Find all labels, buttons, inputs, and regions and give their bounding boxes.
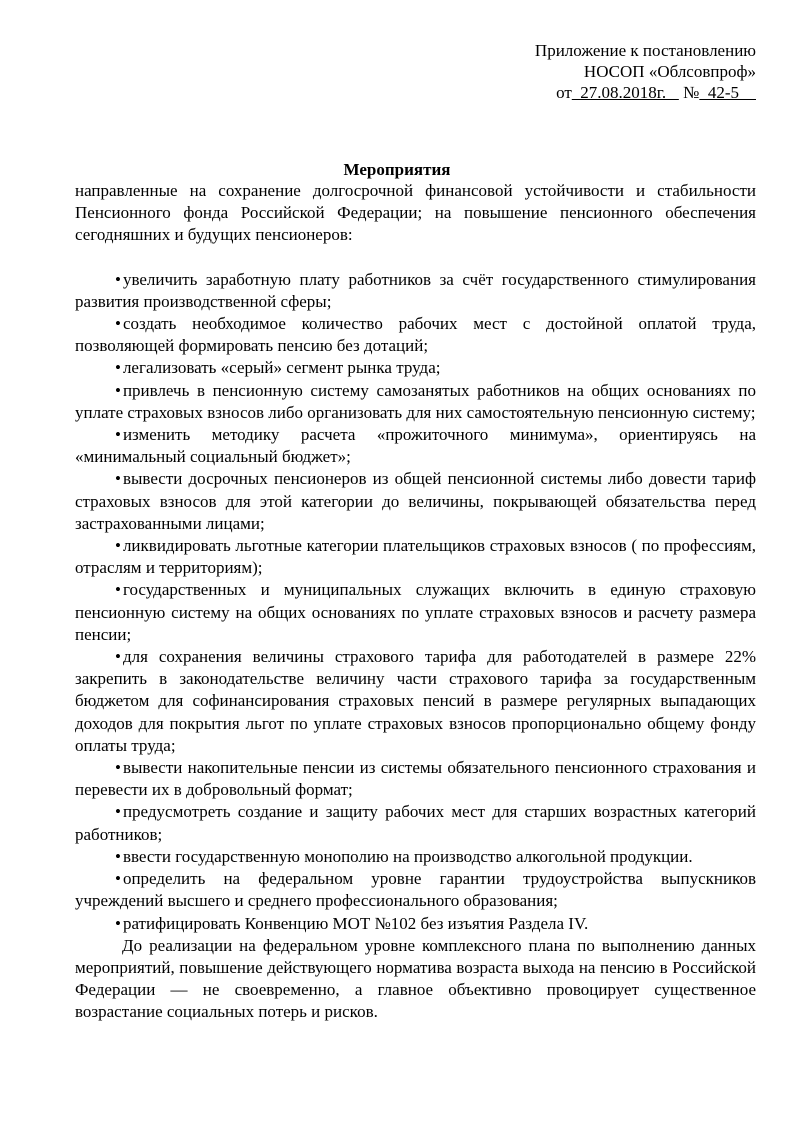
list-item-text: ликвидировать льготные категории плательщиков страховых взносов ( по профессиям, отраслям и территориям); bbox=[75, 536, 756, 578]
measures-list bbox=[75, 269, 756, 935]
number-value: 42-5 bbox=[699, 83, 756, 102]
list-item bbox=[75, 868, 756, 912]
closing-paragraph: До реализации на федеральном уровне комплексного плана по выполнению данных мероприятий, повышение действующего норматива возраста выхода на пенсию в Российской Федерации — не своевременно, а главное объективно провоцирует существенное возрастание социальных потерь и рисков. bbox=[75, 935, 756, 1022]
list-item bbox=[75, 646, 756, 757]
list-item bbox=[75, 380, 756, 424]
bullet-icon: • bbox=[115, 380, 121, 400]
list-item bbox=[75, 269, 756, 313]
bullet-icon: • bbox=[115, 647, 121, 667]
bullet-icon: • bbox=[115, 358, 121, 378]
list-item-text: изменить методику расчета «прожиточного минимума», ориентируясь на «минимальный социальный бюджет»; bbox=[75, 425, 756, 467]
date-value: 27.08.2018г. bbox=[571, 83, 679, 102]
document-title: Мероприятия bbox=[343, 160, 451, 179]
list-item bbox=[75, 424, 756, 468]
list-item-text: легализовать «серый» сегмент рынка труда; bbox=[122, 358, 441, 378]
list-item-text: для сохранения величины страхового тарифа для работодателей в размере 22% закрепить в законодательстве величину части страхового тарифа за государственным бюджетом для софинансирования страховых пенсий в размере регулярных выпадающих доходов для покрытия льгот по уплате страховых взносов пропорционально общему фонду оплаты труда; bbox=[75, 647, 756, 755]
bullet-icon: • bbox=[115, 758, 121, 778]
list-item-text: создать необходимое количество рабочих мест с достойной оплатой труда, позволяющей формировать пенсию без дотаций; bbox=[75, 314, 756, 356]
list-item bbox=[75, 801, 756, 845]
list-item-text: вывести досрочных пенсионеров из общей пенсионной системы либо довести тариф страховых взносов для этой категории до величины, покрывающей обязательства перед застрахованными лицами; bbox=[75, 469, 756, 533]
document-header bbox=[436, 40, 756, 103]
list-item-text: ратифицировать Конвенцию МОТ №102 без изъятия Раздела IV. bbox=[122, 913, 589, 933]
intro-paragraph: направленные на сохранение долгосрочной финансовой устойчивости и стабильности Пенсионного фонда Российской Федерации; на повышение пенсионного обеспечения сегодняшних и будущих пенсионеров: bbox=[75, 181, 756, 245]
bullet-icon: • bbox=[115, 846, 121, 866]
date-prefix: от bbox=[556, 83, 572, 102]
header-line-2: НОСОП «Облсовпроф» bbox=[583, 62, 756, 81]
list-item bbox=[75, 579, 756, 646]
bullet-icon: • bbox=[115, 580, 121, 600]
bullet-icon: • bbox=[115, 536, 121, 556]
bullet-icon: • bbox=[115, 425, 121, 445]
bullet-icon: • bbox=[115, 269, 121, 289]
list-item bbox=[75, 313, 756, 357]
list-item-text: ввести государственную монополию на производство алкогольной продукции. bbox=[122, 846, 693, 866]
list-item bbox=[75, 757, 756, 801]
header-line-1: Приложение к постановлению bbox=[534, 41, 756, 60]
document-body bbox=[75, 180, 756, 1024]
number-prefix: № bbox=[683, 83, 700, 102]
list-item bbox=[75, 468, 756, 535]
list-item bbox=[75, 846, 756, 868]
list-item-text: вывести накопительные пенсии из системы обязательного пенсионного страхования и перевести их в добровольный формат; bbox=[75, 758, 756, 800]
header-date-line bbox=[436, 82, 756, 103]
list-item bbox=[75, 913, 756, 935]
list-item-text: определить на федеральном уровне гарантии трудоустройства выпускников учреждений высшего и среднего профессионального образования; bbox=[75, 869, 756, 911]
bullet-icon: • bbox=[115, 913, 121, 933]
bullet-icon: • bbox=[115, 802, 121, 822]
list-item-text: предусмотреть создание и защиту рабочих мест для старших возрастных категорий работников; bbox=[75, 802, 756, 844]
list-item bbox=[75, 535, 756, 579]
bullet-icon: • bbox=[115, 314, 121, 334]
list-item-text: государственных и муниципальных служащих включить в единую страховую пенсионную систему на общих основаниях по уплате страховых взносов и расчету размера пенсии; bbox=[75, 580, 756, 644]
bullet-icon: • bbox=[115, 869, 121, 889]
list-item-text: привлечь в пенсионную систему самозанятых работников на общих основаниях по уплате страховых взносов либо организовать для них самостоятельную пенсионную систему; bbox=[75, 380, 756, 422]
list-item bbox=[75, 357, 756, 379]
bullet-icon: • bbox=[115, 469, 121, 489]
list-item-text: увеличить заработную плату работников за счёт государственного стимулирования развития производственной сферы; bbox=[75, 269, 756, 311]
